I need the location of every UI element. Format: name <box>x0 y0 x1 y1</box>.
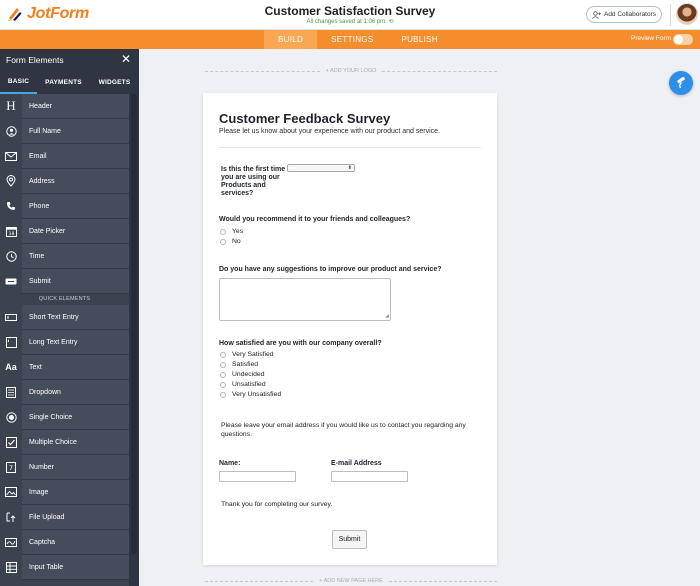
add-page-placeholder[interactable] <box>205 576 497 586</box>
element-label: Dropdown <box>29 388 61 396</box>
element-label: Input Table <box>29 563 64 571</box>
option-label: No <box>232 238 241 245</box>
phone-icon <box>0 194 22 219</box>
element-list <box>0 94 129 580</box>
element-label: Address <box>29 177 55 185</box>
element-image[interactable] <box>0 480 129 505</box>
element-phone[interactable] <box>0 194 129 219</box>
save-status: All changes saved at 1:06 pm. ⟲ <box>306 19 394 25</box>
element-time[interactable] <box>0 244 129 269</box>
element-address[interactable] <box>0 169 129 194</box>
divider <box>219 147 481 148</box>
element-label: Captcha <box>29 538 56 546</box>
element-label: Number <box>29 463 54 471</box>
option-label: Very Unsatisfied <box>232 391 282 398</box>
number-icon <box>0 455 22 480</box>
question-recommend[interactable]: Would you recommend it to your friends and colleagues? <box>219 216 411 223</box>
email-input[interactable] <box>331 471 408 482</box>
radio-button[interactable] <box>220 229 226 235</box>
question-satisfaction[interactable]: How satisfied are you with our company overall? <box>219 340 382 347</box>
form-title[interactable]: Customer Satisfaction Survey <box>264 4 436 18</box>
element-input-table[interactable] <box>0 555 129 580</box>
logo-text: JotForm <box>27 5 89 22</box>
header-divider <box>670 4 671 26</box>
location-icon <box>0 169 22 194</box>
close-icon[interactable]: ✕ <box>121 52 132 66</box>
refresh-icon: ⟲ <box>388 19 394 25</box>
tab-widgets[interactable]: WIDGETS <box>98 79 131 86</box>
tab-basic[interactable]: BASIC <box>0 71 37 94</box>
option-unsatisfied[interactable] <box>220 381 266 388</box>
element-label: Phone <box>29 202 50 210</box>
element-label: Submit <box>29 277 51 285</box>
element-label: Date Picker <box>29 227 66 235</box>
radio-button[interactable] <box>220 392 226 398</box>
radio-icon <box>0 405 22 430</box>
divider <box>205 71 320 72</box>
header-icon: H <box>0 94 22 119</box>
tab-build[interactable]: BUILD <box>264 30 317 49</box>
top-header <box>0 0 700 30</box>
option-very-satisfied[interactable] <box>220 351 274 358</box>
envelope-icon <box>0 144 22 169</box>
panel-header <box>0 49 139 71</box>
element-captcha[interactable] <box>0 530 129 555</box>
option-label: Satisfied <box>232 361 259 368</box>
element-label: Image <box>29 488 49 496</box>
form-heading[interactable]: Customer Feedback Survey <box>219 111 391 126</box>
divider <box>205 581 313 582</box>
email-label: E-mail Address <box>331 460 382 467</box>
quick-elements-heading: QUICK ELEMENTS <box>0 294 129 305</box>
checkbox-icon <box>0 430 22 455</box>
long-text-icon <box>0 330 22 355</box>
panel-title: Form Elements <box>6 55 64 65</box>
option-undecided[interactable] <box>220 371 265 378</box>
name-input[interactable] <box>219 471 296 482</box>
radio-button[interactable] <box>220 239 226 245</box>
form-designer-button[interactable] <box>669 71 693 95</box>
first-time-dropdown[interactable] <box>287 164 355 172</box>
element-text[interactable] <box>0 355 129 380</box>
add-collaborators-label: Add Collaborators <box>603 11 657 18</box>
thank-you-text[interactable]: Thank you for completing our survey. <box>221 501 333 508</box>
panel-scrollbar[interactable] <box>129 94 139 586</box>
radio-button[interactable] <box>220 362 226 368</box>
form-canvas <box>203 93 497 565</box>
clock-icon <box>0 244 22 269</box>
svg-text:7: 7 <box>8 463 14 472</box>
question-label-line: services? <box>221 190 254 197</box>
element-long-text[interactable] <box>0 330 129 355</box>
element-label: Long Text Entry <box>29 338 78 346</box>
divider <box>382 71 497 72</box>
element-label: Multiple Choice <box>29 438 77 446</box>
submit-button[interactable]: Submit <box>332 530 367 549</box>
dropdown-icon <box>0 380 22 405</box>
option-yes[interactable] <box>220 228 243 235</box>
nav-tabs <box>264 30 452 49</box>
email-instructions[interactable] <box>221 422 466 439</box>
captcha-icon <box>0 530 22 555</box>
element-full-name[interactable] <box>0 119 129 144</box>
question-suggestions[interactable]: Do you have any suggestions to improve our product and service? <box>219 266 442 273</box>
text-line: questions. <box>221 430 252 438</box>
resize-handle-icon[interactable]: ◢ <box>385 313 389 319</box>
add-collaborators-button[interactable] <box>586 6 662 23</box>
select-arrows-icon: ⬍ <box>347 165 352 171</box>
divider <box>389 581 497 582</box>
option-very-unsatisfied[interactable] <box>220 391 281 398</box>
form-subheading[interactable]: Please let us know about your experience with our product and service. <box>219 128 441 135</box>
builder-nav <box>0 30 700 49</box>
paint-roller-icon <box>675 77 687 89</box>
preview-form-label: Preview Form <box>631 35 672 42</box>
element-single-choice[interactable] <box>0 405 129 430</box>
element-label: Single Choice <box>29 413 73 421</box>
element-label: Full Name <box>29 127 61 135</box>
short-text-icon <box>0 305 22 330</box>
name-label: Name: <box>219 460 241 467</box>
element-short-text[interactable] <box>0 305 129 330</box>
tab-settings[interactable]: SETTINGS <box>331 35 374 44</box>
svg-text:18: 18 <box>8 231 14 237</box>
option-label: Unsatisfied <box>232 381 266 388</box>
tab-publish[interactable]: PUBLISH <box>401 35 438 44</box>
radio-button[interactable] <box>220 372 226 378</box>
question-label-line: you are using our <box>221 174 280 181</box>
text-line: Please leave your email address if you would like us to contact you regarding any <box>221 422 466 429</box>
question-label-line: Is this the first time <box>221 166 286 173</box>
panel-tabs <box>0 71 139 94</box>
radio-button[interactable] <box>220 352 226 358</box>
element-label: Text <box>29 363 42 371</box>
element-label: Short Text Entry <box>29 313 79 321</box>
avatar[interactable] <box>676 3 698 25</box>
element-submit[interactable] <box>0 269 129 294</box>
element-file-upload[interactable] <box>0 505 129 530</box>
preview-form-toggle[interactable] <box>673 34 693 45</box>
tab-payments[interactable]: PAYMENTS <box>45 79 82 86</box>
add-logo-placeholder[interactable] <box>205 66 497 76</box>
scrollbar-thumb[interactable] <box>131 94 137 554</box>
element-email[interactable] <box>0 144 129 169</box>
table-icon <box>0 555 22 580</box>
add-user-icon <box>592 11 601 19</box>
calendar-icon <box>0 219 22 244</box>
user-icon <box>0 119 22 144</box>
radio-button[interactable] <box>220 382 226 388</box>
element-label: Header <box>29 102 52 110</box>
element-label: Time <box>29 252 45 260</box>
element-multiple-choice[interactable] <box>0 430 129 455</box>
question-label-line: Products and <box>221 182 266 189</box>
question-first-time[interactable] <box>221 166 285 198</box>
add-page-label: + ADD NEW PAGE HERE <box>319 578 383 584</box>
option-label: Yes <box>232 228 244 235</box>
text-icon: Aa <box>0 355 22 380</box>
option-label: Very Satisfied <box>232 351 274 358</box>
form-elements-panel <box>0 49 139 586</box>
element-date-picker[interactable] <box>0 219 129 244</box>
submit-icon <box>0 269 22 294</box>
element-label: Email <box>29 152 47 160</box>
element-number[interactable] <box>0 455 129 480</box>
option-no[interactable] <box>220 238 241 245</box>
element-header[interactable] <box>0 94 129 119</box>
upload-icon <box>0 505 22 530</box>
element-label: File Upload <box>29 513 65 521</box>
option-satisfied[interactable] <box>220 361 258 368</box>
add-logo-label: + ADD YOUR LOGO <box>325 68 377 74</box>
image-icon <box>0 480 22 505</box>
suggestions-textarea[interactable] <box>219 278 391 321</box>
element-dropdown[interactable] <box>0 380 129 405</box>
option-label: Undecided <box>232 371 265 378</box>
